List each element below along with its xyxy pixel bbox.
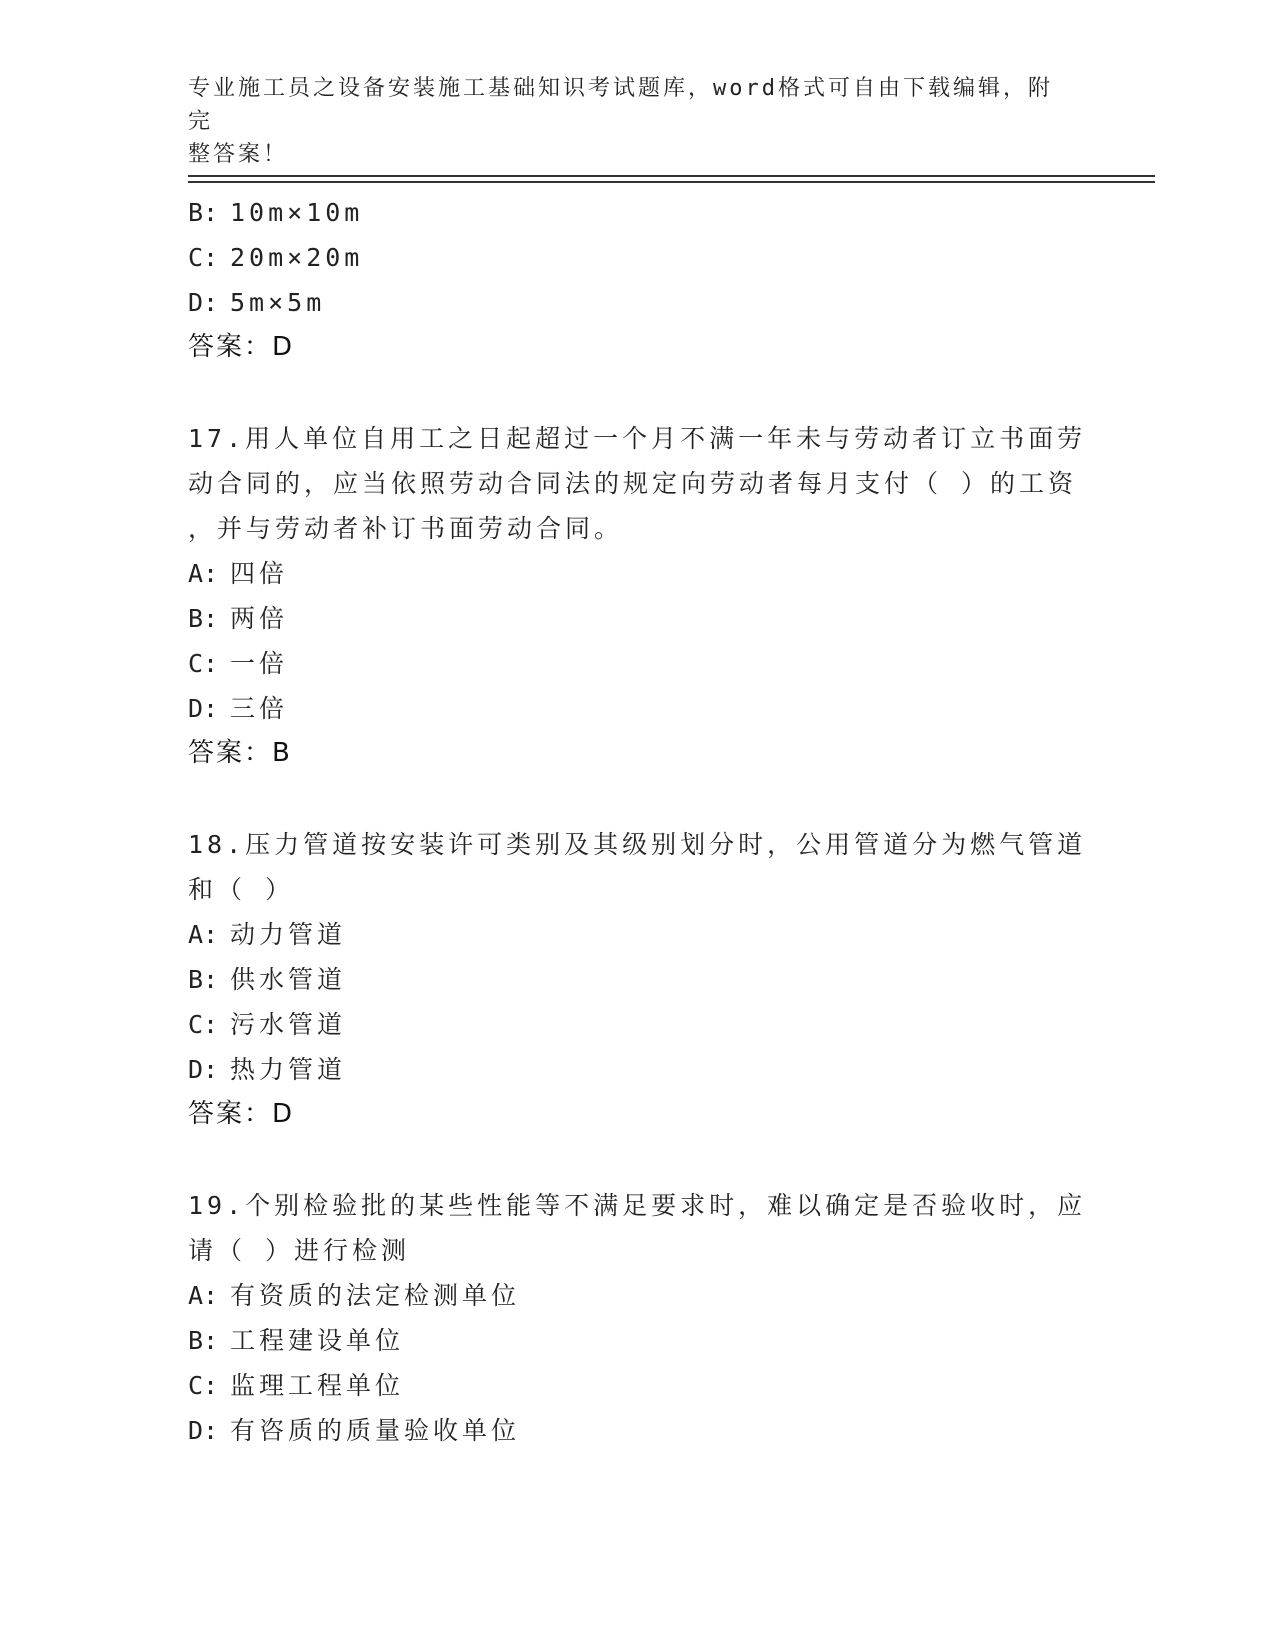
option-c: C: 监理工程单位: [188, 1371, 405, 1400]
question-text-line: 17.用人单位自用工之日起超过一个月不满一年未与劳动者订立书面劳: [188, 424, 1087, 453]
option-a: A: 动力管道: [188, 920, 347, 949]
option-d: D: 热力管道: [188, 1055, 347, 1084]
option-a: A: 有资质的法定检测单位: [188, 1281, 521, 1310]
question-19: [188, 1183, 1088, 1453]
answer-line: 答案：D: [188, 332, 295, 362]
header-divider-top: [188, 175, 1155, 177]
option-d: D: 5m×5m: [188, 288, 326, 317]
header-line-1: 专业施工员之设备安装施工基础知识考试题库，word格式可自由下载编辑，附完: [188, 76, 1053, 134]
document-header: [188, 72, 1068, 171]
question-list: [188, 190, 1088, 1453]
option-c: C: 污水管道: [188, 1010, 347, 1039]
question-text-line: 19.个别检验批的某些性能等不满足要求时，难以确定是否验收时，应: [188, 1191, 1087, 1220]
option-b: B: 工程建设单位: [188, 1326, 405, 1355]
option-c: C: 一倍: [188, 649, 289, 678]
option-d: D: 有咨质的质量验收单位: [188, 1416, 521, 1445]
option-c: C: 20m×20m: [188, 243, 364, 272]
question-17: [188, 416, 1088, 776]
header-divider-bottom: [188, 181, 1155, 183]
question-18: [188, 822, 1088, 1137]
question-text-line: 和（ ）: [188, 875, 295, 904]
option-d: D: 三倍: [188, 694, 289, 723]
option-b: B: 供水管道: [188, 965, 347, 994]
option-b: B: 两倍: [188, 604, 289, 633]
question-text-line: 动合同的，应当依照劳动合同法的规定向劳动者每月支付（ ）的工资: [188, 469, 1078, 498]
question-16-tail: [188, 190, 1088, 370]
header-line-2: 整答案！: [188, 142, 289, 167]
answer-line: 答案：B: [188, 738, 292, 768]
option-a: A: 四倍: [188, 559, 289, 588]
question-text-line: 18.压力管道按安装许可类别及其级别划分时，公用管道分为燃气管道: [188, 830, 1087, 859]
question-text-line: ，并与劳动者补订书面劳动合同。: [188, 514, 624, 543]
option-b: B: 10m×10m: [188, 198, 364, 227]
question-text-line: 请（ ）进行检测: [188, 1236, 411, 1265]
answer-line: 答案：D: [188, 1099, 295, 1129]
